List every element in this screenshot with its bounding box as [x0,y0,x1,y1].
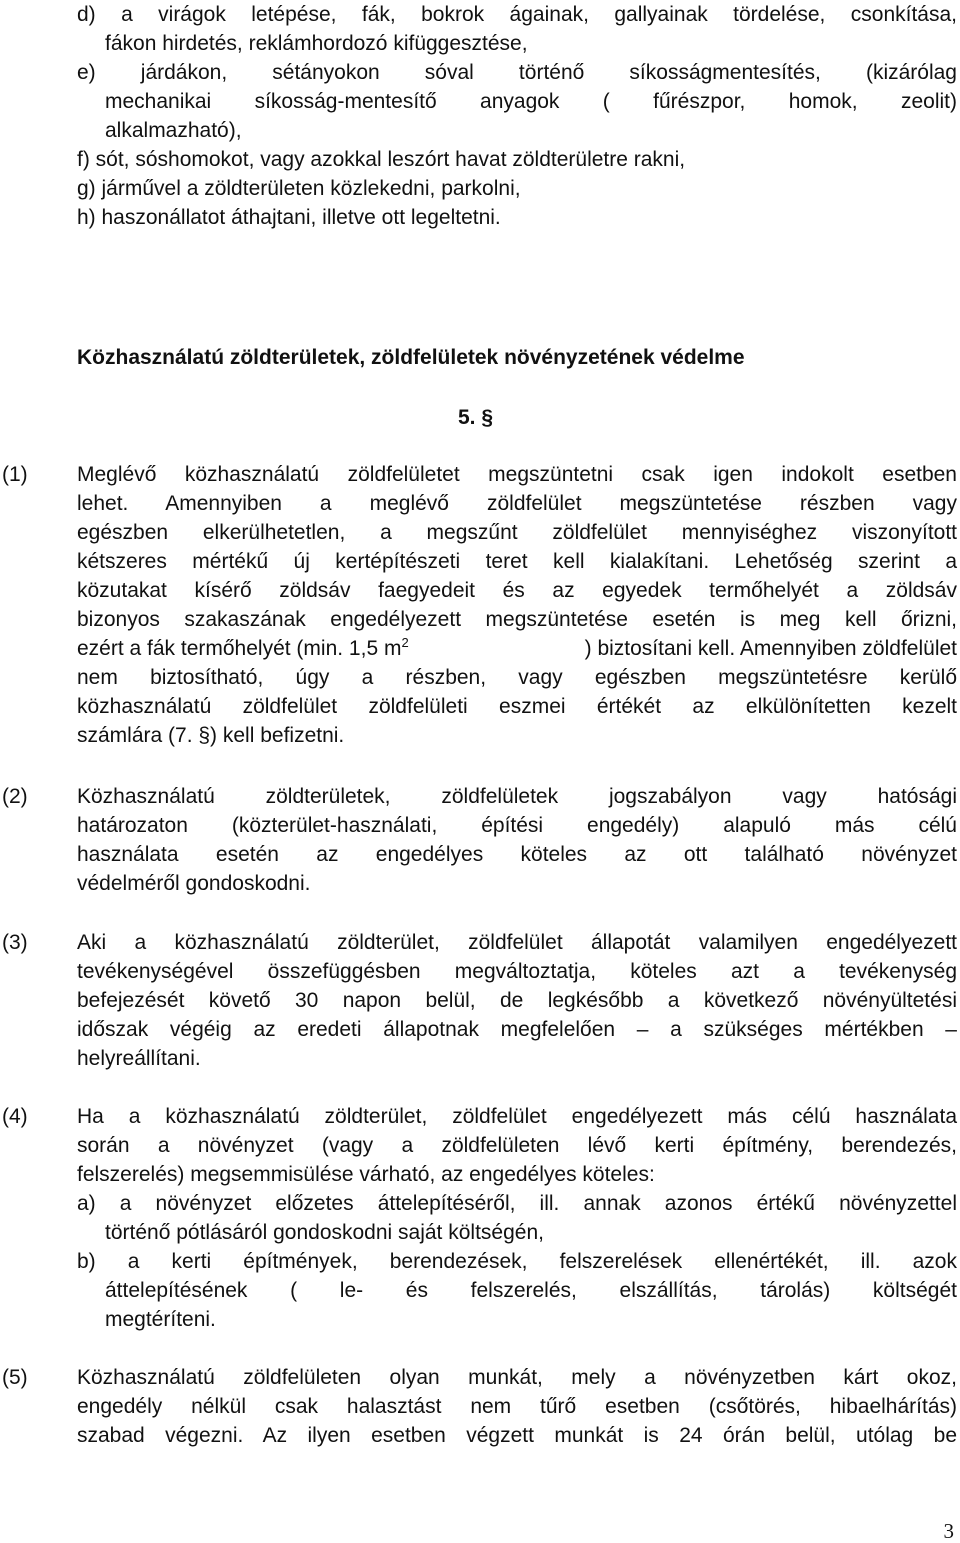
paragraph-number: (5) [2,1366,28,1389]
paragraph-line: számlára (7. §) kell befizetni. [77,724,345,747]
paragraph-line: helyreállítani. [77,1047,201,1070]
paragraph-line: befejezését követő 30 napon belül, de legkésőbb a következő növényültetési [77,989,957,1012]
section-number: 5. § [458,406,494,429]
paragraph-body [77,460,957,750]
list-item-a-continued: történő pótlásáról gondoskodni saját költségén, [105,1221,544,1244]
paragraph-line: használata esetén az engedélyes köteles az ott található növényzet [77,843,957,866]
list-item-a: a) a növényzet előzetes áttelepítéséről, ill. annak azonos értékű növényzettel [77,1192,957,1215]
paragraph-line: során a növényzet (vagy a zöldfelületen lévő kerti építmény, berendezés, [77,1134,957,1157]
paragraph-body [77,928,957,1073]
list-item-d-continued: fákon hirdetés, reklámhordozó kifüggesztése, [105,32,528,55]
paragraph-line: Aki a közhasználatú zöldterület, zöldfelület állapotát valamilyen engedélyezett [77,931,957,954]
paragraph-line: szabad végezni. Az ilyen esetben végzett munkát is 24 órán belül, utólag be [77,1424,957,1447]
list-item-b: b) a kerti építmények, berendezések, felszerelések ellenértékét, ill. azok [77,1250,957,1273]
paragraph-line: engedély nélkül csak halasztást nem tűrő esetben (csőtörés, hibaelhárítás) [77,1395,957,1418]
list-item-e-continued: mechanikai síkosság-mentesítő anyagok ( fűrészpor, homok, zeolit) [105,90,957,113]
paragraph-line: bizonyos szakaszának engedélyezett megszüntetése esetén is meg kell őrizni, [77,608,957,631]
paragraph-line: Meglévő közhasználatú zöldfelületet megszüntetni csak igen indokolt esetben [77,463,957,486]
area-value-text [77,634,409,663]
paragraph-number: (4) [2,1105,28,1128]
paragraph-number: (2) [2,785,28,808]
paragraph-line: egészben elkerülhetetlen, a megszűnt zöldfelület mennyiséghez viszonyított [77,521,957,544]
list-item-f: f) sót, sóshomokot, vagy azokkal leszórt havat zöldterületre rakni, [77,148,686,171]
list-item-b-continued-2: megtéríteni. [105,1308,216,1331]
paragraph-line-with-superscript [77,634,957,663]
paragraph-line: kétszeres mértékű új kertépítészeti teret kell kialakítani. Lehetőség szerint a [77,550,957,573]
list-item-b-continued: áttelepítésének ( le- és felszerelés, elszállítás, tárolás) költségét [105,1279,957,1302]
paragraph-number: (1) [2,463,28,486]
paragraph-line: nem biztosítható, úgy a részben, vagy egészben megszüntetésre kerülő [77,666,957,689]
paragraph-line: Ha a közhasználatú zöldterület, zöldfelület engedélyezett más célú használata [77,1105,957,1128]
paragraph-body [77,1102,957,1334]
paragraph-line: közutakat kísérő zöldsáv faegyedeit és az egyedek termőhelyét a zöldsáv [77,579,957,602]
prohibited-activities-list [77,0,957,232]
paragraph-line: felszerelés) megsemmisülése várható, az engedélyes köteles: [77,1163,655,1186]
page-number: 3 [943,1519,954,1543]
paragraph-line: tevékenységével összefüggésben megváltoztatja, köteles azt a tevékenység [77,960,957,983]
paragraph-line: közhasználatú zöldfelület zöldfelületi eszmei értékét az elkülönítetten kezelt [77,695,957,718]
paragraph-line: határozaton (közterület-használati, építési engedély) alapuló más célú [77,814,957,837]
superscript: 2 [401,635,409,650]
paragraph-body [77,1363,957,1450]
paragraph-number: (3) [2,931,28,954]
list-item-g: g) járművel a zöldterületen közlekedni, parkolni, [77,177,521,200]
paragraph-line: Közhasználatú zöldfelületen olyan munkát, mely a növényzetben kárt okoz, [77,1366,957,1389]
paragraph-line: lehet. Amennyiben a meglévő zöldfelület megszüntetése részben vagy [77,492,957,515]
list-item-e-continued-2: alkalmazható), [105,119,242,142]
area-value-rest: ) biztosítani kell. Amennyiben zöldfelület [584,637,957,660]
list-item-e: e) járdákon, sétányokon sóval történő síkosságmentesítés, (kizárólag [77,61,957,84]
section-heading: Közhasználatú zöldterületek, zöldfelületek növényzetének védelme [77,346,745,369]
list-item-h: h) haszonállatot áthajtani, illetve ott legeltetni. [77,206,501,229]
paragraph-body [77,782,957,898]
area-prefix: ezért a fák termőhelyét (min. 1,5 m [77,637,402,660]
list-item-d: d) a virágok letépése, fák, bokrok ágainak, gallyainak tördelése, csonkítása, [77,3,957,26]
paragraph-line: időszak végéig az eredeti állapotnak megfelelően – a szükséges mértékben – [77,1018,957,1041]
paragraph-line: Közhasználatú zöldterületek, zöldfelületek jogszabályon vagy hatósági [77,785,957,808]
paragraph-line: védelméről gondoskodni. [77,872,311,895]
